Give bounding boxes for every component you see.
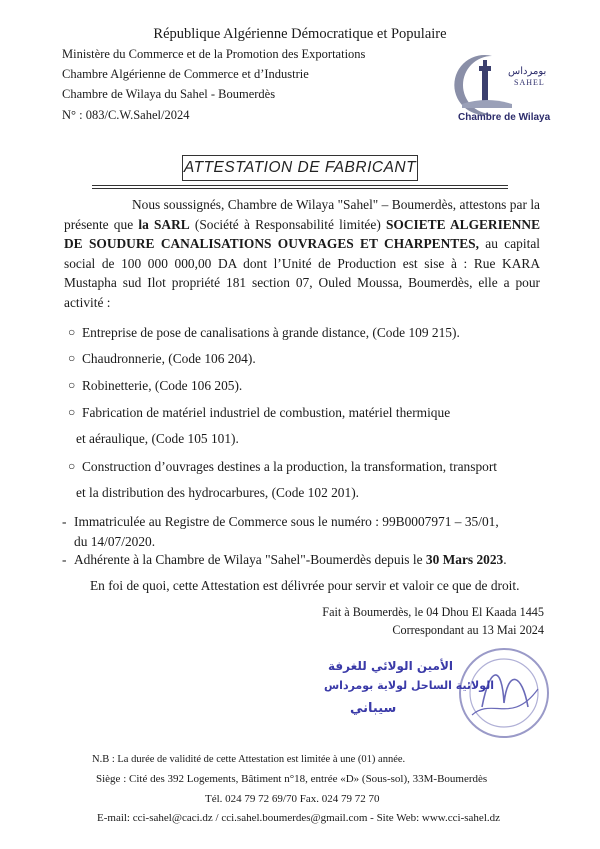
chamber-logo [452,48,562,128]
list-item [68,373,540,398]
membership-text: Adhérente à la Chambre de Wilaya "Sahel"-Boumerdès depuis le [74,552,426,567]
activity-text: Fabrication de matériel industriel de combustion, matériel thermique [82,405,451,420]
circle-bullet-icon: ○ [68,351,76,365]
membership-suffix: . [503,552,507,567]
stamp-text-line1: الأمين الولائي للغرفة [328,659,454,673]
logo-caption: Chambre de Wilaya [458,112,551,123]
attestation-paragraph [64,195,540,312]
membership-item [62,548,540,571]
republic-heading: République Algérienne Démocratique et Populaire [153,26,447,42]
activity-text: Chaudronnerie, (Code 106 204). [82,351,256,366]
reference-number: N° : 083/C.W.Sahel/2024 [62,108,190,122]
registration-text: Immatriculée au Registre de Commerce sous le numéro : 99B0007971 – 35/01, [74,514,499,529]
stamp-text-line2: الولائية الساحل لولاية بومرداس [324,679,495,692]
company-type-expanded: (Société à Responsabilité limitée) [189,216,386,232]
activity-text: Construction d’ouvrages destines a la production, la transformation, transport [82,459,498,474]
company-name: SOCIETE ALGERIENNE DE SOUDURE CANALISATIONS OUVRAGES ET CHARPENTES, [64,216,540,251]
place-date: Fait à Boumerdès, le 04 Dhou El Kaada 1445 [322,605,544,619]
round-seal-icon [442,645,562,745]
logo-arabic-text: بومرداس [508,66,547,77]
closing-statement: En foi de quoi, cette Attestation est délivrée pour servir et valoir ce que de droit. [90,578,520,593]
list-item [68,320,540,345]
wilaya-chamber-line: Chambre de Wilaya du Sahel - Boumerdès [62,87,276,101]
list-item [68,454,540,479]
list-item [68,400,540,425]
activity-text: et aéraulique, (Code 105 101). [76,431,239,446]
list-item-continuation [68,480,540,505]
circle-bullet-icon: ○ [68,378,76,392]
stamp-text-line3: سيباني [350,701,397,716]
validity-note: N.B : La durée de validité de cette Attestation est limitée à une (01) année. [92,754,406,765]
circle-bullet-icon: ○ [68,459,76,473]
contact-line: E-mail: cci-sahel@caci.dz / cci.sahel.boumerdes@gmail.com - Site Web: www.cci-sahel.dz [97,812,501,824]
logo-sahel-text: SAHEL [514,78,545,87]
title-underline [92,185,508,186]
dash-bullet-icon: - [62,552,67,567]
official-stamp [320,645,570,745]
gregorian-date: Correspondant au 13 Mai 2024 [392,623,544,637]
address-line: Siège : Cité des 392 Logements, Bâtiment n°18, entrée «D» (Sous-sol), 33M-Boumerdès [96,773,488,785]
document-title: ATTESTATION DE FABRICANT [182,155,418,181]
ministry-line: Ministère du Commerce et de la Promotion des Exportations [62,47,366,61]
company-type: la SARL [138,216,190,232]
circle-bullet-icon: ○ [68,325,76,339]
activity-text: Entreprise de pose de canalisations à grande distance, (Code 109 215). [82,325,460,340]
activity-text: et la distribution des hydrocarbures, (Code 102 201). [76,485,360,500]
list-item [68,346,540,371]
phone-fax-line: Tél. 024 79 72 69/70 Fax. 024 79 72 70 [205,793,380,805]
activity-text: Robinetterie, (Code 106 205). [82,378,243,393]
registration-date: du 14/07/2020. [74,534,156,549]
circle-bullet-icon: ○ [68,405,76,419]
dash-bullet-icon: - [62,514,67,529]
intro-text: Nous soussignés, Chambre de Wilaya "Sahel" – Boumerdès, attestons par la présente que [64,197,540,232]
list-item-continuation [68,426,540,451]
membership-date: 30 Mars 2023 [425,552,504,567]
intro-continuation: au capital social de 100 000 000,00 DA dont l’Unité de Production est sise à : Rue KARA Mustapha sud Ilot propriété 181 section 07, Ouled Moussa, Boumerdès, elle a pour activité : [64,236,540,310]
title-underline-second [92,188,508,189]
national-chamber-line: Chambre Algérienne de Commerce et d’Industrie [62,67,309,81]
